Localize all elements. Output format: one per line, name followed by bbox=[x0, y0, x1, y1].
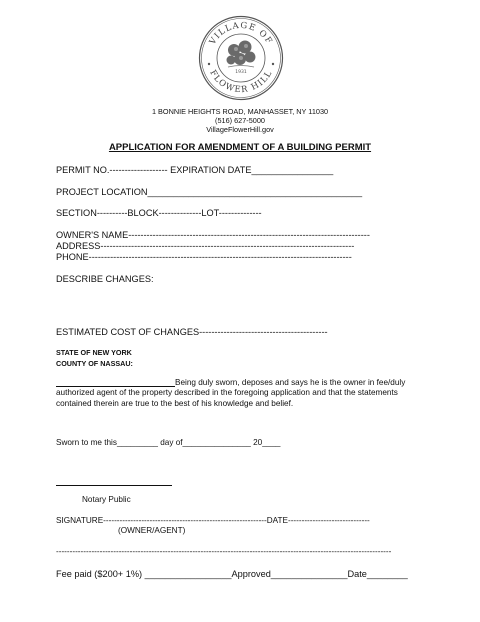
signature-date-line: SIGNATURE------------------------------------------------------------DATE------------------------------ bbox=[56, 516, 370, 525]
state-heading: STATE OF NEW YORK bbox=[56, 348, 132, 357]
sworn-line: Sworn to me this_________ day of_______________ 20____ bbox=[56, 438, 281, 447]
seal-year: 1931 bbox=[235, 70, 247, 75]
permit-expiration-line: PERMIT NO.------------------- EXPIRATION DATE________________ bbox=[56, 165, 334, 175]
notary-signature-rule bbox=[56, 485, 172, 486]
notary-public-label: Notary Public bbox=[82, 495, 131, 504]
affidavit-line-2: authorized agent of the property described in the foregoing application and that the statements bbox=[56, 388, 398, 397]
section-block-lot-line: SECTION----------BLOCK--------------LOT-------------- bbox=[56, 208, 262, 218]
county-heading: COUNTY OF NASSAU: bbox=[56, 359, 133, 368]
affiant-name-blank bbox=[56, 377, 175, 387]
village-seal bbox=[198, 15, 284, 101]
affidavit-line-3: contained therein are true to the best of his knowledge and belief. bbox=[56, 399, 294, 408]
owner-agent-label: (OWNER/AGENT) bbox=[118, 526, 186, 535]
header-address: 1 BONNIE HEIGHTS ROAD, MANHASSET, NY 11030 bbox=[151, 107, 329, 116]
project-location-line: PROJECT LOCATION__________________________________________ bbox=[56, 187, 363, 197]
seal-bottom-text: FLOWER HILL bbox=[207, 68, 275, 96]
flower-icon bbox=[227, 41, 256, 66]
fee-approval-line: Fee paid ($200+ 1%) _________________Approved_______________Date________ bbox=[56, 569, 408, 579]
header-website: VillageFlowerHill.gov bbox=[206, 125, 274, 134]
header-phone: (516) 627-5000 bbox=[215, 116, 265, 125]
owner-name-line: OWNER'S NAME------------------------------------------------------------------------------- bbox=[56, 230, 370, 240]
seal-top-text: VILLAGE OF bbox=[207, 20, 275, 47]
estimated-cost-line: ESTIMATED COST OF CHANGES------------------------------------------ bbox=[56, 327, 328, 337]
document-title: APPLICATION FOR AMENDMENT OF A BUILDING PERMIT bbox=[108, 142, 372, 153]
section-divider: --------------------------------------------------------------------------------------------------------------------------- bbox=[56, 547, 392, 556]
owner-phone-line: PHONE-------------------------------------------------------------------------------------- bbox=[56, 252, 352, 262]
owner-address-line: ADDRESS----------------------------------------------------------------------------------- bbox=[56, 241, 355, 251]
affidavit-line-1: Being duly sworn, deposes and says he is the owner in fee/duly bbox=[56, 377, 405, 387]
describe-changes-label: DESCRIBE CHANGES: bbox=[56, 274, 154, 284]
